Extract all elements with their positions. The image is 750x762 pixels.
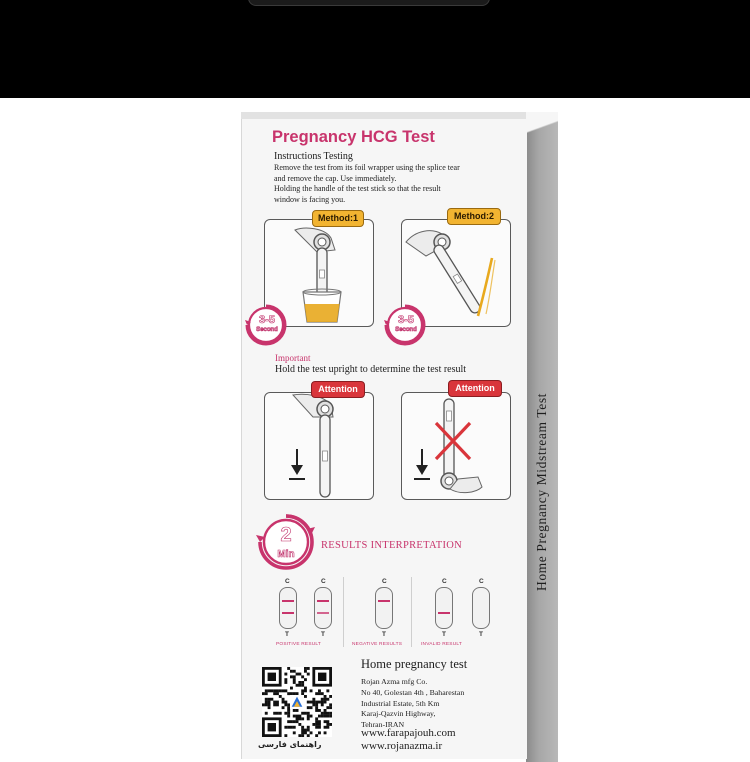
product-title: Pregnancy HCG Test [272, 128, 435, 146]
test-line [317, 612, 329, 614]
attention-2-panel [401, 392, 511, 500]
method-1-timer-unit: Second [256, 327, 278, 333]
box-side-top [526, 112, 558, 142]
results-timer-unit: Min [277, 549, 295, 560]
test-label: T [382, 631, 386, 638]
method-2-tag: Method:2 [447, 208, 501, 225]
website-link: www.farapajouh.com [361, 727, 456, 739]
qr-caption: راهنمای فارسی [258, 740, 322, 749]
address-line: Tehran-IRAN [361, 720, 405, 730]
test-line [438, 612, 450, 614]
website-link: www.rojanazma.ir [361, 740, 443, 752]
address-line: No 40, Golestan 4th , Baharestan [361, 687, 465, 697]
instructions-text [274, 163, 514, 205]
results-heading: RESULTS INTERPRETATION [321, 540, 463, 551]
stick-upward-wrong-icon [402, 393, 510, 499]
results-divider [411, 577, 412, 647]
instructions-line: Holding the handle of the test stick so that the result [274, 184, 441, 193]
instructions-heading: Instructions Testing [274, 151, 353, 162]
method-2-timer-unit: Second [395, 327, 417, 333]
control-label: C [285, 578, 290, 585]
address-line: Karaj-Qazvin Highway, [361, 709, 436, 719]
method-2-timer-value: 3-5 [398, 314, 414, 326]
negative-result-label: NEGATIVE RESULTS [352, 642, 403, 647]
control-label: C [479, 578, 484, 585]
home-test-title: Home pregnancy test [361, 657, 468, 671]
positive-cassette [314, 587, 332, 629]
positive-result-label: POSITIVE RESULT [276, 642, 322, 647]
qr-code-image [262, 667, 332, 737]
test-line [282, 612, 294, 614]
control-label: C [442, 578, 447, 585]
control-line [282, 600, 294, 602]
method-1-tag: Method:1 [312, 210, 364, 227]
control-label: C [382, 578, 387, 585]
stick-downward-correct-icon [265, 393, 373, 499]
attention-2-tag: Attention [448, 380, 502, 397]
attention-1-tag: Attention [311, 381, 365, 398]
results-divider [343, 577, 344, 647]
invalid-result-label: INVALID RESULT [421, 642, 463, 647]
instructions-line: window is facing you. [274, 194, 346, 204]
control-line [317, 600, 329, 602]
address-line: Rojan Azma mfg Co. [361, 677, 428, 686]
test-label: T [321, 631, 325, 638]
negative-cassette [375, 587, 393, 629]
qr-code [262, 667, 332, 737]
invalid-cassette [435, 587, 453, 629]
positive-cassette [279, 587, 297, 629]
important-text: Hold the test upright to determine the test result [275, 364, 467, 375]
method-1-timer-value: 3-5 [259, 314, 275, 326]
attention-1-panel [264, 392, 374, 500]
invalid-cassette [472, 587, 490, 629]
test-label: T [285, 631, 289, 638]
important-heading: Important [275, 353, 311, 363]
instructions-line: Remove the test from its foil wrapper using the splice tear [274, 163, 460, 172]
results-timer-value: 2 [280, 524, 292, 546]
control-line [378, 600, 390, 602]
test-label: T [479, 631, 483, 638]
address-line: Industrial Estate, 5th Km [361, 698, 440, 708]
instructions-line: and remove the cap. Use immediately. [274, 173, 397, 183]
test-label: T [442, 631, 446, 638]
control-label: C [321, 578, 326, 585]
manufacturer-address [361, 677, 464, 731]
side-product-name: Home Pregnancy Midstream Test [534, 392, 549, 592]
